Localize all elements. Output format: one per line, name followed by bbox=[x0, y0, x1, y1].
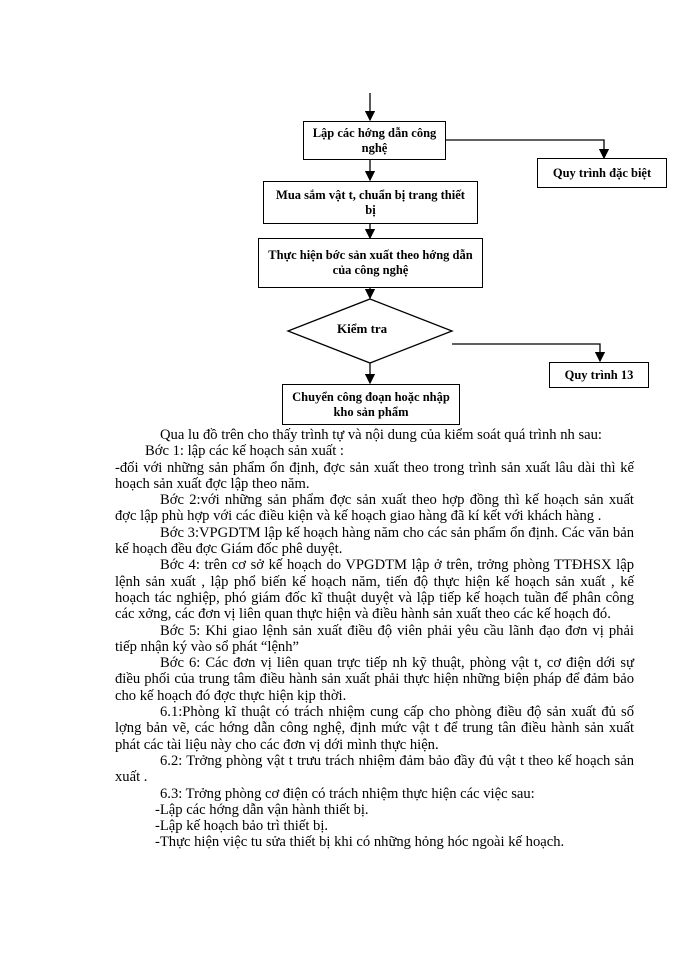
paragraph: Qua lu đồ trên cho thấy trình tự và nội dung của kiểm soát quá trình nh sau: bbox=[160, 427, 602, 443]
guidelines-box bbox=[303, 121, 446, 160]
paragraph: 6.3: Trởng phòng cơ điện có trách nhiệm thực hiện các việc sau: bbox=[160, 785, 535, 802]
execute-label: Thực hiện bớc sản xuất theo hớng dẫn của công nghệ bbox=[268, 248, 473, 277]
special-procedure-box bbox=[537, 158, 667, 188]
process-flowchart bbox=[0, 0, 700, 430]
transfer-label: Chuyển công đoạn hoặc nhập kho sản phẩm bbox=[292, 389, 450, 419]
execute-box bbox=[258, 238, 483, 288]
paragraph: -Lập kế hoạch bảo trì thiết bị. bbox=[155, 818, 329, 835]
paragraph: Bớc 5: Khi giao lệnh sản xuất điều độ viên phải yêu cầu lãnh đạo đơn vị phải tiếp nhận ký vào sổ phát “lệnh” bbox=[115, 622, 634, 655]
arrow-to-special-procedure bbox=[446, 140, 604, 158]
paragraph: Bớc 1: lập các kế hoạch sản xuất : bbox=[145, 443, 344, 460]
paragraph: Bớc 6: Các đơn vị liên quan trực tiếp nh kỹ thuật, phòng vật t, cơ điện dới sự điều phối của trung tâm điều hành sản xuất phải thực hiện những biện pháp để đảm bảo cho kế hoạch đó đợc thực hiện kịp thời. bbox=[115, 655, 634, 704]
arrow-to-procedure-13 bbox=[452, 344, 600, 361]
paragraph: 6.1:Phòng kĩ thuật có trách nhiệm cung cấp cho phòng điều độ sản xuất đủ số lợng bản vẽ, các hớng dẫn công nghệ, định mức vật t để trung tân điều hành sản xuất phát các tài liệu này cho các đơn vị dới mình thực hiện. bbox=[115, 704, 634, 753]
transfer-box bbox=[282, 384, 460, 425]
special-procedure-label: Quy trình đặc biệt bbox=[552, 165, 652, 180]
paragraph: Bớc 4: trên cơ sở kế hoạch do VPGDTM lập ở trên, trởng phòng TTĐHSX lập lệnh sản xuất , lập phổ biến kế hoạch năm, tiến độ thực hiện kế hoạch sản xuất , kế hoạch tác nghiệp, phó giám đốc kĩ thuật duyệt và lập tiếp kế hoạch tuần để phân công các xởng, các đơn vị liên quan thực hiện và điều hành sản xuất theo các kế hoạch đó. bbox=[115, 557, 634, 623]
paragraph: Bớc 2:với những sản phẩm đợc sản xuất theo hợp đồng thì kế hoạch sản xuất đợc lập phù hợp với các điều kiện và kế hoạch giao hàng đã kí kết với khách hàng . bbox=[115, 492, 634, 525]
paragraph: -Lập các hớng dẫn vận hành thiết bị. bbox=[155, 801, 369, 818]
paragraph: -đối với những sản phẩm ổn định, đợc sản xuất theo trong trình sản xuất lâu dài thì kế hoạch sản xuất đợc lập theo năm. bbox=[115, 459, 634, 492]
body-text bbox=[115, 427, 634, 851]
purchase-label: Mua sắm vật t, chuẩn bị trang thiết bị bbox=[276, 187, 465, 217]
procedure-13-label: Quy trình 13 bbox=[564, 367, 634, 382]
paragraph: Bớc 3:VPGDTM lập kế hoạch hàng năm cho các sản phẩm ổn định. Các văn bản kế hoạch đều đợc Giám đốc phê duyệt. bbox=[115, 524, 634, 558]
purchase-box bbox=[263, 181, 478, 224]
paragraph: -Thực hiện việc tu sửa thiết bị khi có những hỏng hóc ngoài kế hoạch. bbox=[155, 834, 565, 851]
guidelines-label: Lập các hớng dẫn công nghệ bbox=[312, 125, 437, 155]
check-label: Kiểm tra bbox=[337, 321, 388, 336]
paragraph: 6.2: Trởng phòng vật t trưu trách nhiệm đảm bảo đầy đủ vật t theo kế hoạch sản xuất . bbox=[115, 752, 634, 786]
procedure-13-box bbox=[549, 362, 649, 388]
